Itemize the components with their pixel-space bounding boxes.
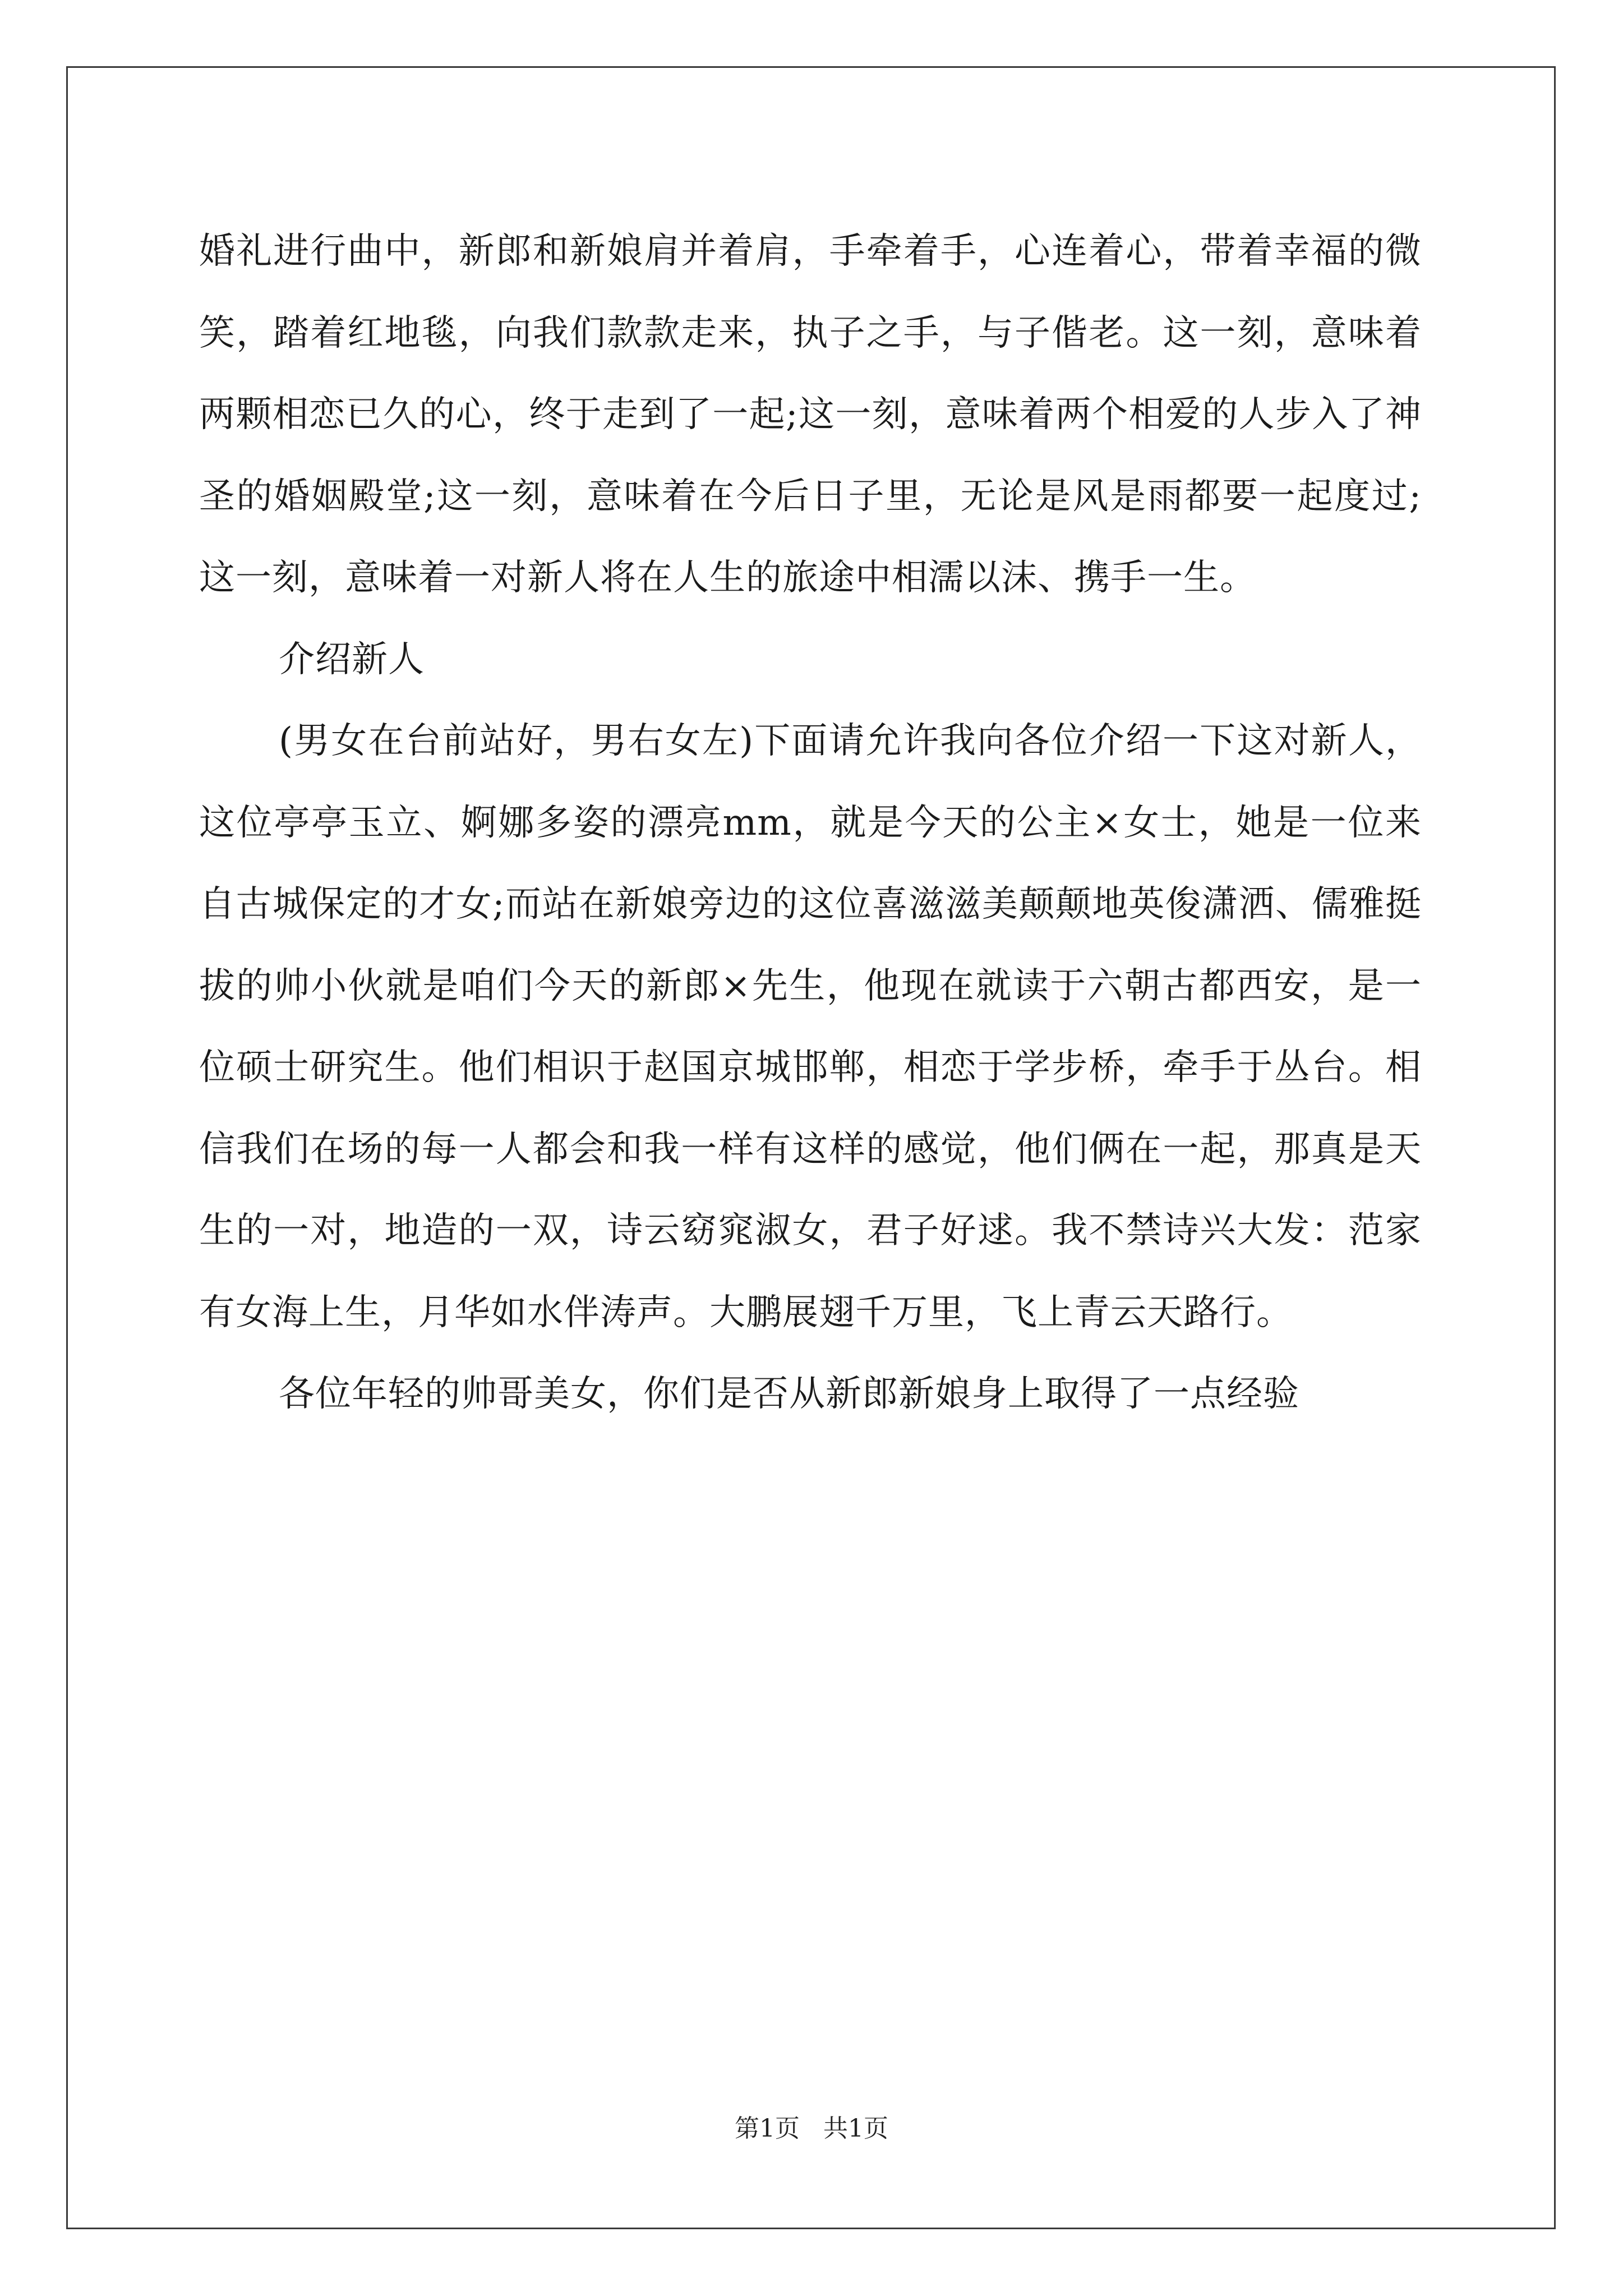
section-heading-introduce-couple: 介绍新人 — [279, 638, 425, 680]
page-number: 第1页 — [735, 2114, 800, 2143]
page-footer — [0, 2108, 1623, 2144]
paragraph-opening: 婚礼进行曲中，新郎和新娘肩并着肩，手牵着手，心连着心，带着幸福的微笑，踏着红地毯，向我们款款走来，执子之手，与子偕老。这一刻，意味着两颗相恋已久的心，终于走到了一起;这一刻，意味着两个相爱的人步入了神圣的婚姻殿堂;这一刻，意味着在今后日子里，无论是风是雨都要一起度过;这一刻，意味着一对新人将在人生的旅途中相濡以沫、携手一生。 — [199, 231, 1422, 599]
paragraph-introduction: (男女在台前站好，男右女左)下面请允许我向各位介绍一下这对新人，这位亭亭玉立、婀娜多姿的漂亮mm，就是今天的公主×女士，她是一位来自古城保定的才女;而站在新娘旁边的这位喜滋滋美颠颠地英俊潇洒、儒雅挺拔的帅小伙就是咱们今天的新郎×先生，他现在就读于六朝古都西安，是一位硕士研究生。他们相识于赵国京城邯郸，相恋于学步桥，牵手于丛台。相信我们在场的每一人都会和我一样有这样的感觉，他们俩在一起，那真是天生的一对，地造的一双，诗云窈窕淑女，君子好逑。我不禁诗兴大发：范家有女海上生，月华如水伴涛声。大鹏展翅千万里，飞上青云天路行。 — [199, 720, 1422, 1333]
document-body — [199, 211, 1422, 1435]
page-total: 共1页 — [823, 2114, 888, 2143]
paragraph-closing: 各位年轻的帅哥美女，你们是否从新郎新娘身上取得了一点经验 — [279, 1373, 1299, 1415]
